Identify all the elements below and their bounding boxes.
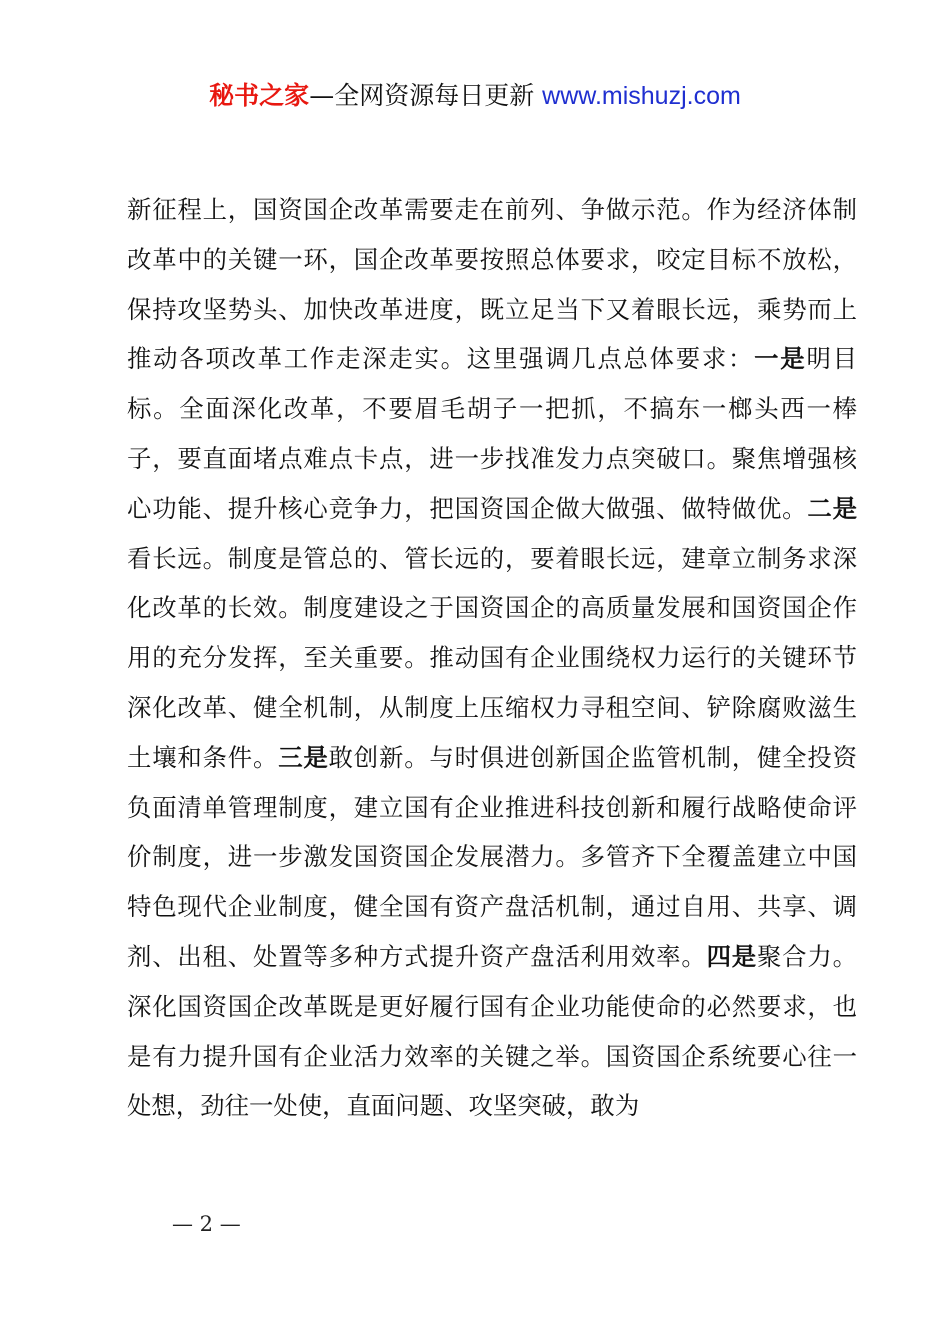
- body-text-run-3: 看长远。制度是管总的、管长远的，要着眼长远，建章立制务求深化改革的长效。制度建设之于国资国企的高质量发展和国资国企作用的充分发挥，至关重要。推动国有企业围绕权力运行的关键环节深化改革、健全机制，从制度上压缩权力寻租空间、铲除腐败滋生土壤和条件。: [127, 543, 857, 772]
- header-url[interactable]: www.mishuzj.com: [542, 82, 741, 110]
- body-text-run-2: 明目标。全面深化改革，不要眉毛胡子一把抓，不搞东一榔头西一棒子，要直面堵点难点卡点，进一步找准发力点突破口。聚焦增强核心功能、提升核心竞争力，把国资国企做大做强、做特做优。: [127, 344, 857, 523]
- page-number: — 2 —: [172, 1212, 241, 1236]
- body-paragraph: [127, 185, 857, 1131]
- body-text-run-5: 聚合力。深化国资国企改革既是更好履行国有企业功能使命的必然要求，也是有力提升国有企业活力效率的关键之举。国资国企系统要心往一处想，劲往一处使，直面问题、攻坚突破，敢为: [127, 941, 857, 1121]
- header-slogan: —全网资源每日更新: [309, 81, 535, 110]
- point-marker-3: 三是: [278, 742, 329, 772]
- body-text-run-1: 新征程上，国资国企改革需要走在前列、争做示范。作为经济体制改革中的关键一环，国企改革要按照总体要求，咬定目标不放松，保持攻坚势头、加快改革进度，既立足当下又着眼长远，乘势而上推动各项改革工作走深走实。这里强调几点总体要求：: [127, 195, 857, 374]
- point-marker-4: 四是: [706, 941, 757, 971]
- body-text-run-4: 敢创新。与时俱进创新国企监管机制，健全投资负面清单管理制度，建立国有企业推进科技创新和履行战略使命评价制度，进一步激发国资国企发展潜力。多管齐下全覆盖建立中国特色现代企业制度，健全国有资产盘活机制，通过自用、共享、调剂、出租、处置等多种方式提升资产盘活利用效率。: [127, 742, 857, 971]
- brand-name: 秘书之家: [209, 81, 310, 110]
- point-marker-1: 一是: [754, 344, 807, 374]
- page-header: [0, 80, 950, 112]
- point-marker-2: 二是: [807, 493, 857, 523]
